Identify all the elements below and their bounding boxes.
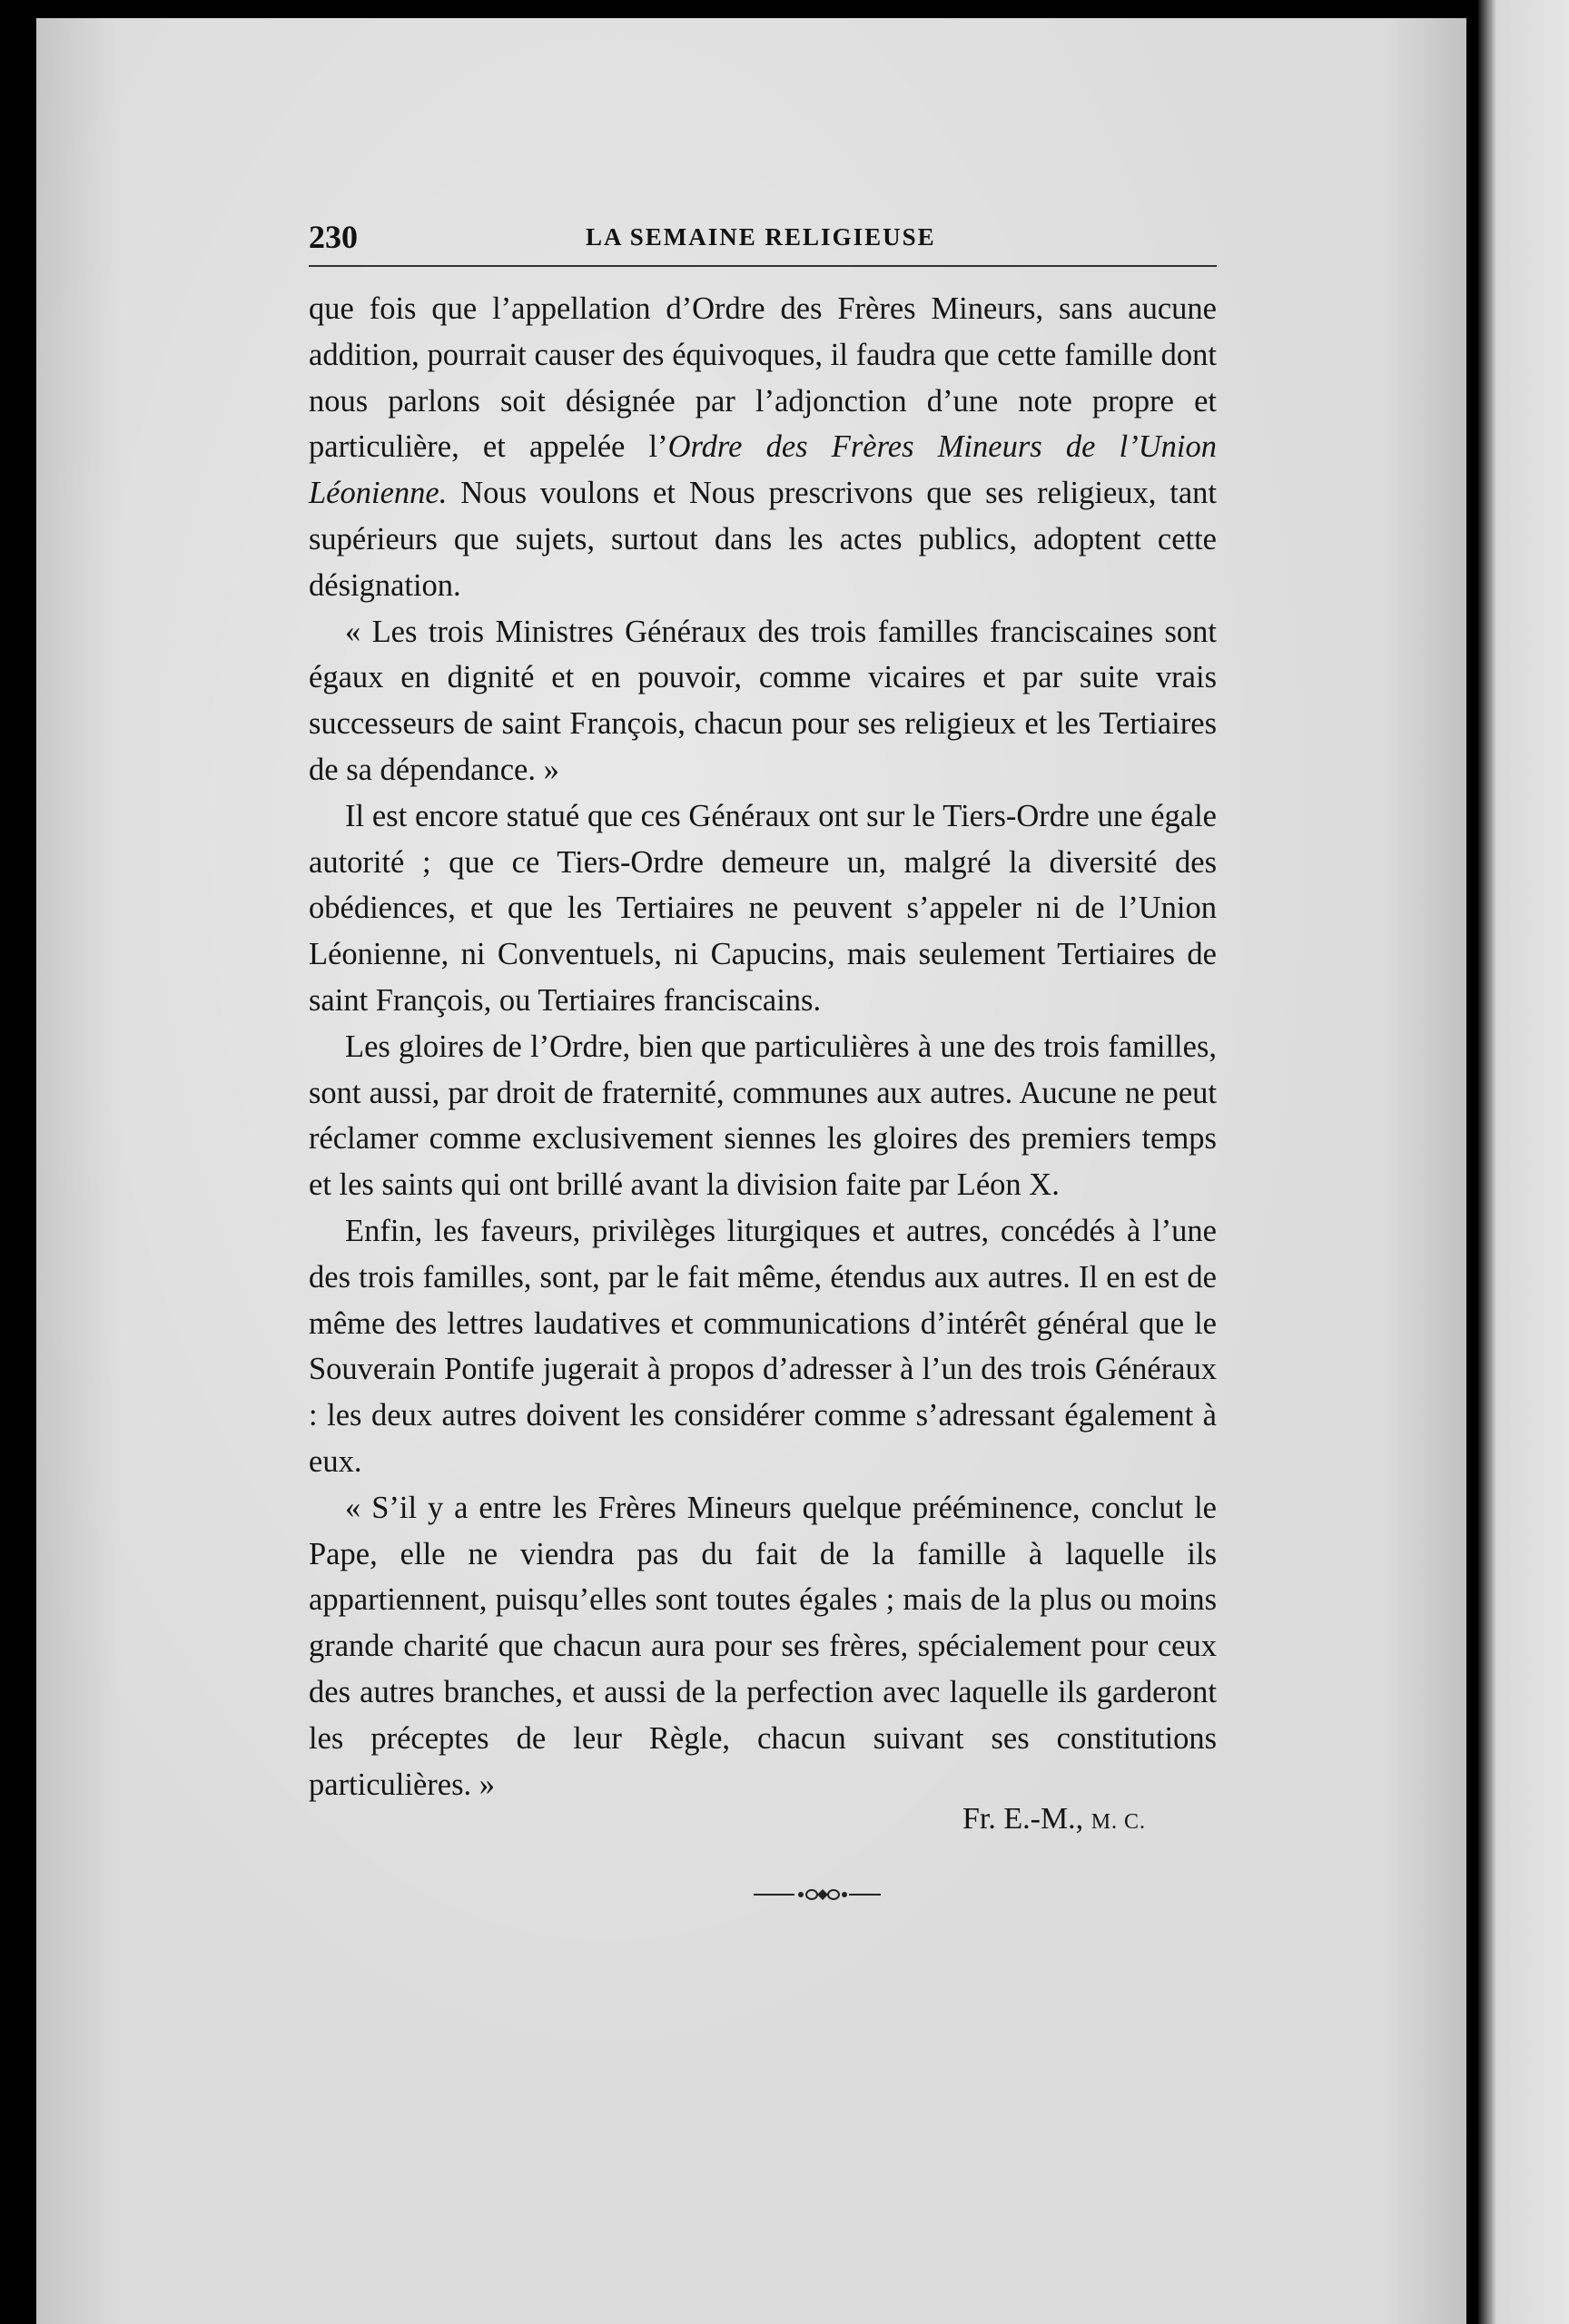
text-segment: Il est encore statué que ces Généraux ont sur le Tiers-Ordre une égale autorité ; que ce Tiers-Ordre demeure un, malgré la diversité des obédiences, et que les Tertiaires ne peuvent s’appeler ni de l’Union Léonienne, ni Conventuels, ni Capucins, mais seulement Tertiaires de saint François, ou Tertiaires franciscains.	[309, 798, 1217, 1018]
page-header	[309, 218, 1217, 272]
signature-suffix: M. C.	[1090, 1810, 1147, 1834]
end-ornament	[754, 1881, 881, 1908]
text-segment: Enfin, les faveurs, privilèges liturgiques et autres, concédés à l’une des trois familles, sont, par le fait même, étendus aux autres. Il en est de même des lettres laudatives et communications d’intérêt général que le Souverain Pontife jugerait à propos d’adresser à l’un des trois Généraux : les deux autres doivent les considérer comme s’adressant également à eux.	[309, 1213, 1217, 1479]
text-segment: que fois que l’appellation d’Ordre des Frères Mineurs, sans aucune addition, pourrait causer des équivoques, il faudra que cette famille dont nous parlons soit désignée par l’adjonction d’une note propre et particulière, et appelée l’	[309, 291, 1217, 465]
text-segment: « Les trois Ministres Généraux des trois familles franciscaines sont égaux en dignité et en pouvoir, comme vicaires et par suite vrais successeurs de saint François, chacun pour ses religieux et les Tertiaires de sa dépendance. »	[309, 614, 1217, 787]
paragraph-p6	[309, 1485, 1217, 1808]
article-body	[309, 286, 1217, 1807]
paragraph-p5	[309, 1208, 1217, 1485]
text-segment: Nous voulons et Nous prescrivons que ses religieux, tant supérieurs que sujets, surtout dans les actes publics, adoptent cette désignation.	[309, 476, 1217, 603]
signature-name: Fr. E.-M.,	[962, 1802, 1084, 1836]
header-rule	[309, 265, 1217, 267]
page-number: 230	[309, 219, 358, 255]
paragraph-p4	[309, 1024, 1217, 1208]
text-segment: Les gloires de l’Ordre, bien que particulières à une des trois familles, sont aussi, par droit de fraternité, communes aux autres. Aucune ne peut réclamer comme exclusivement siennes les gloires des premiers temps et les saints qui ont brillé avant la division faite par Léon X.	[309, 1029, 1217, 1203]
italic-text: Ordre des Frères Mineurs de l’Union Léonienne.	[309, 429, 1217, 511]
running-head: LA SEMAINE RELIGIEUSE	[586, 223, 936, 251]
author-signature	[962, 1802, 1146, 1837]
paragraph-p1	[309, 286, 1217, 609]
paragraph-p2	[309, 609, 1217, 793]
paragraph-p3	[309, 793, 1217, 1024]
adjacent-page-edge	[1478, 0, 1569, 2324]
text-segment: « S’il y a entre les Frères Mineurs quelque prééminence, conclut le Pape, elle ne viendra pas du fait de la famille à laquelle ils appartiennent, puisqu’elles sont toutes égales ; mais de la plus ou moins grande charité que chacun aura pour ses frères, spécialement pour ceux des autres branches, et aussi de la perfection avec laquelle ils garderont les préceptes de leur Règle, chacun suivant ses constitutions particulières. »	[309, 1490, 1217, 1802]
